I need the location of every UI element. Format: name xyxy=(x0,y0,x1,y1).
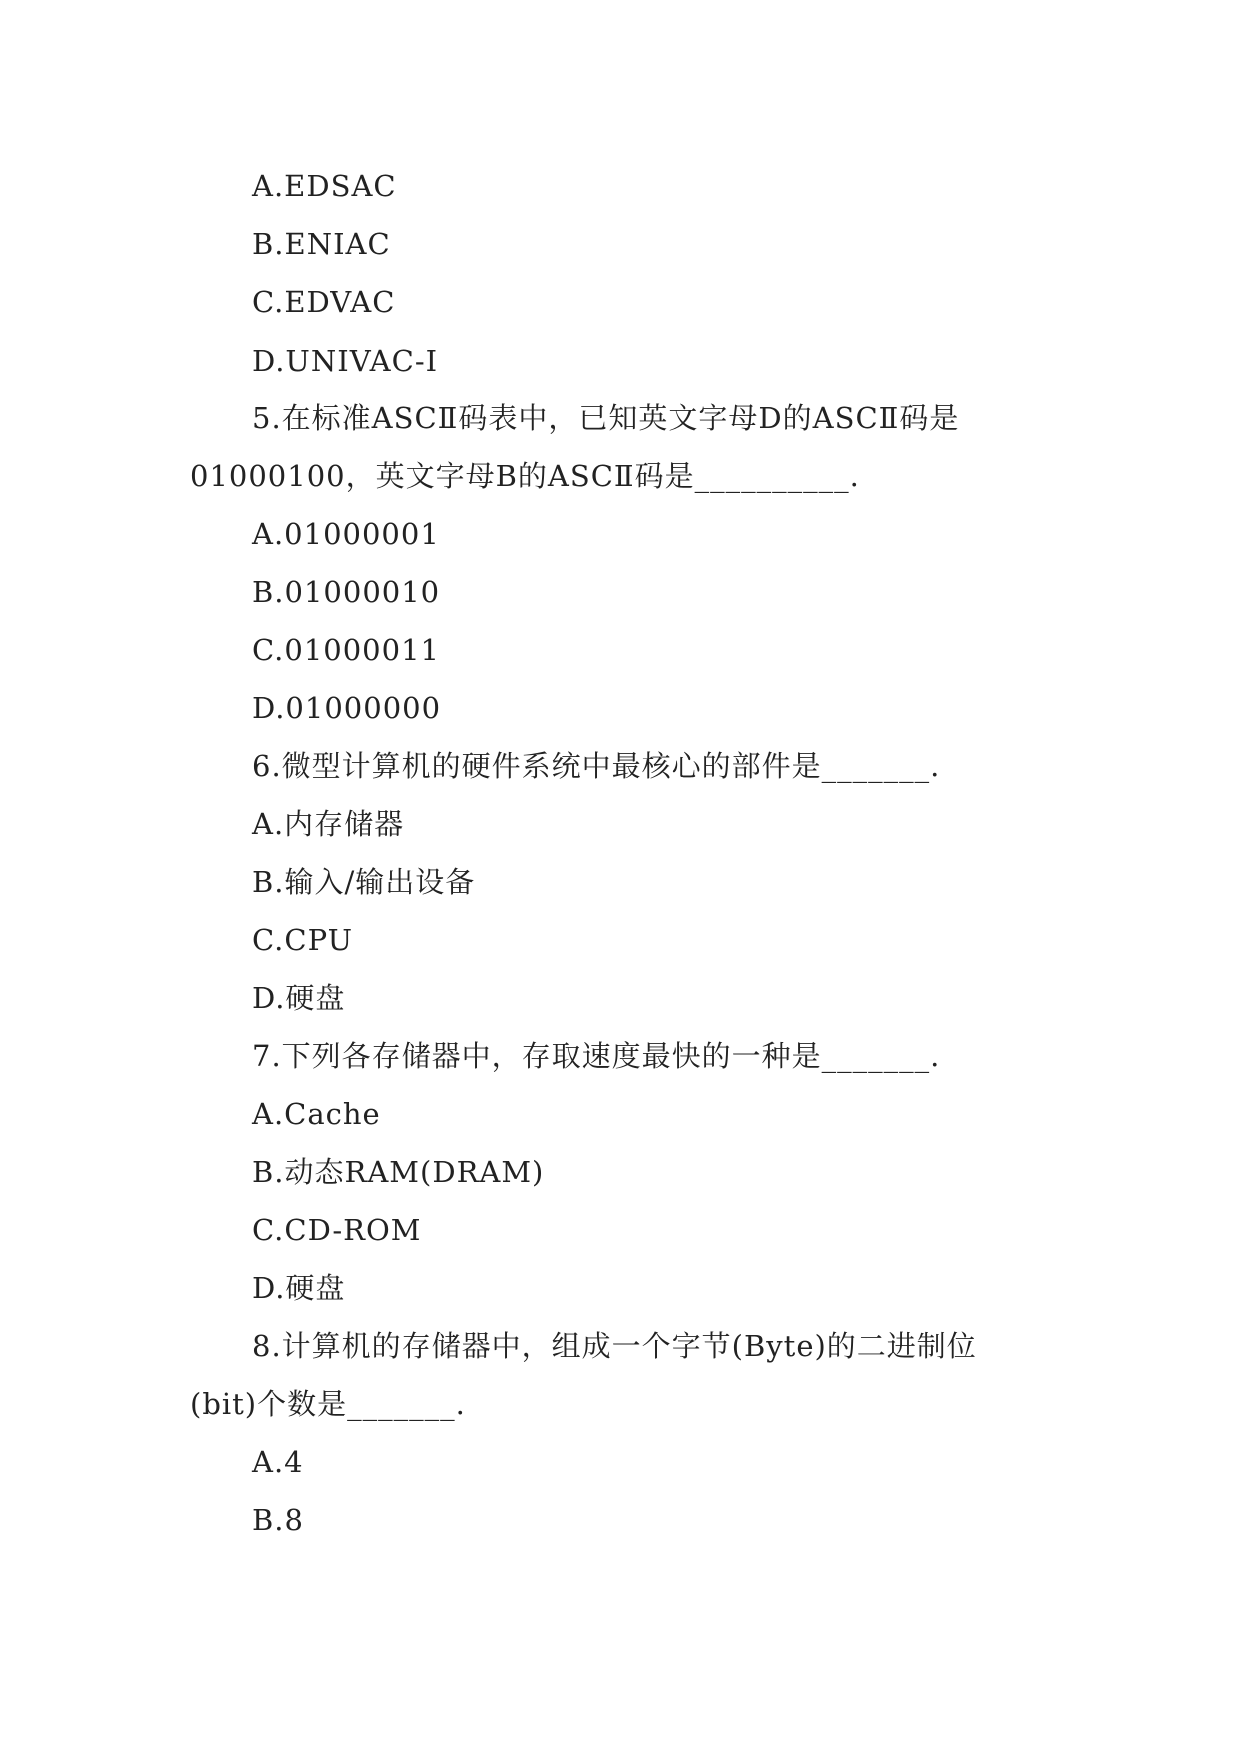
question-8-text-cont: (bit)个数是_______. xyxy=(190,1387,466,1421)
option-a: A.内存储器 xyxy=(252,807,405,841)
option-c: C.CD-ROM xyxy=(252,1213,422,1247)
question-6-text: 6.微型计算机的硬件系统中最核心的部件是_______. xyxy=(252,749,941,783)
option-d: D.UNIVAC-I xyxy=(252,344,439,378)
option-d: D.硬盘 xyxy=(252,1271,346,1305)
option-a: A.Cache xyxy=(252,1097,381,1131)
option-c: C.CPU xyxy=(252,923,354,957)
question-5-text: 5.在标准ASCⅡ码表中，已知英文字母D的ASCⅡ码是 xyxy=(252,401,960,435)
option-b: B.输入/输出设备 xyxy=(252,865,476,899)
option-d: D.01000000 xyxy=(252,691,442,725)
option-a: A.EDSAC xyxy=(252,169,397,203)
question-5-text-cont: 01000100，英文字母B的ASCⅡ码是__________. xyxy=(190,459,860,493)
option-c: C.EDVAC xyxy=(252,285,396,319)
option-b: B.8 xyxy=(252,1503,304,1537)
option-b: B.01000010 xyxy=(252,575,441,609)
option-a: A.01000001 xyxy=(252,517,440,551)
option-a: A.4 xyxy=(252,1445,304,1479)
option-c: C.01000011 xyxy=(252,633,440,667)
option-b: B.ENIAC xyxy=(252,227,391,261)
option-b: B.动态RAM(DRAM) xyxy=(252,1155,545,1189)
question-7-text: 7.下列各存储器中，存取速度最快的一种是_______. xyxy=(252,1039,941,1073)
option-d: D.硬盘 xyxy=(252,981,346,1015)
question-8-text: 8.计算机的存储器中，组成一个字节(Byte)的二进制位 xyxy=(252,1329,977,1363)
